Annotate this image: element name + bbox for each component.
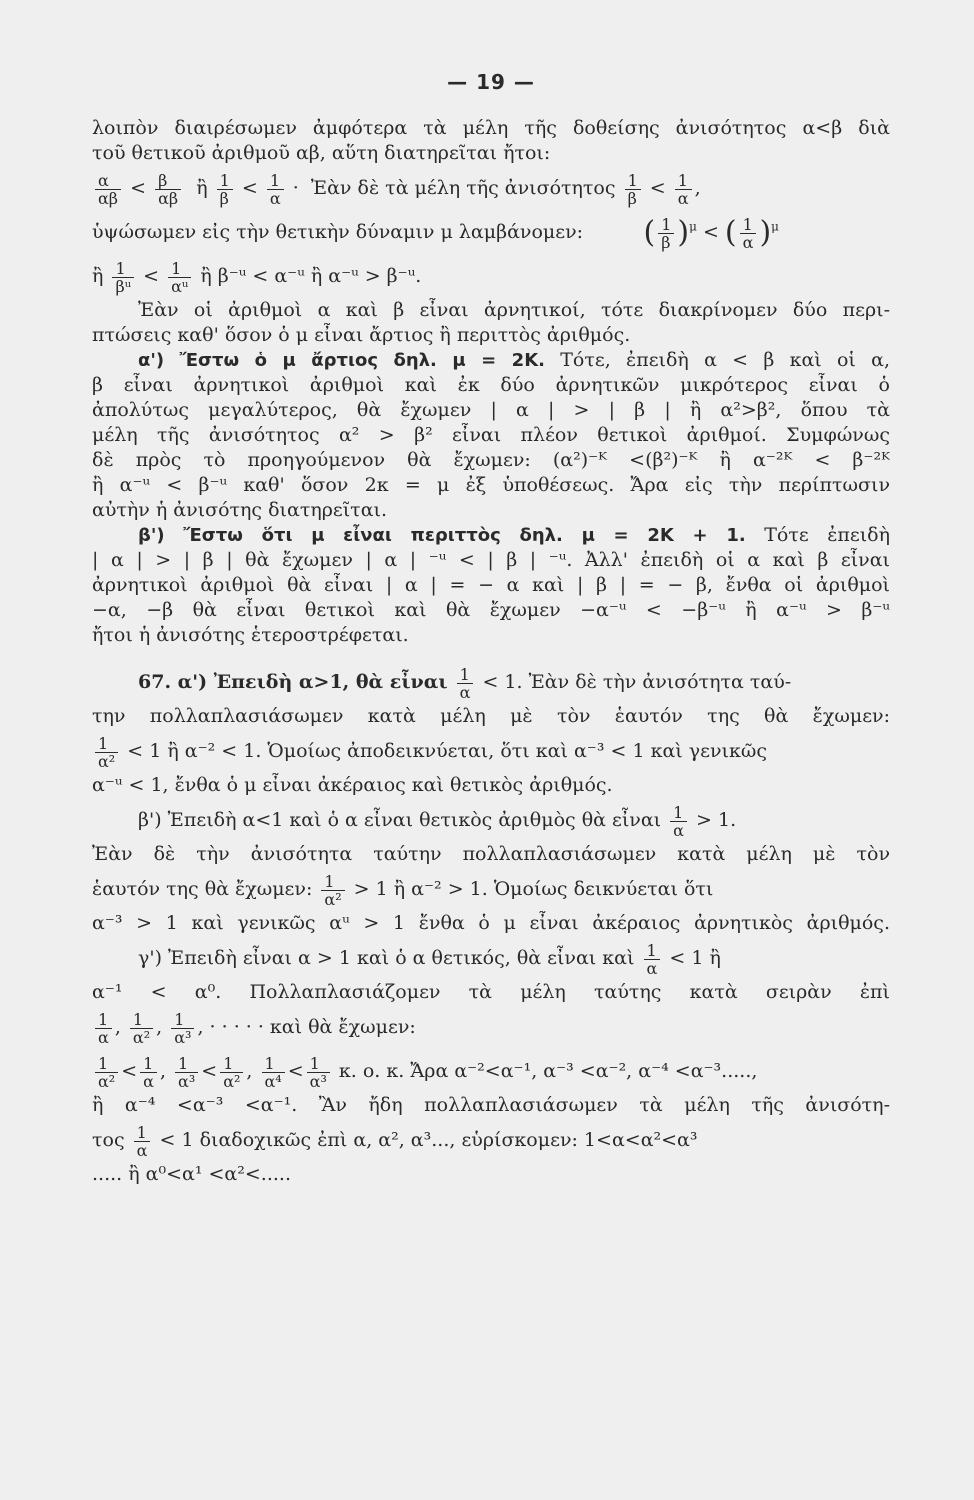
- formula-line: [92, 936, 890, 980]
- text-segment: · · · · · καὶ θὰ ἔχωμεν:: [209, 1016, 416, 1038]
- formula-line: $\frac{1}{\text{α²}}$ < $\frac{1}{\alpha}$ , $\frac{1}{\text{α³}}$ < $\frac{1}{\text{α²}}$ , $\frac{1}{\text{α⁴}}$ < $\frac{1}{\text{α³}}$ κ. ο. κ. Ἄρα α⁻²<α⁻¹, α⁻³ <α⁻², α⁻⁴ <α⁻³.....,: [92, 1049, 890, 1093]
- formula-line: $\frac{1}{\alpha}$ , $\frac{1}{\text{α²}}$ , $\frac{1}{\text{α³}}$ , · · · · · καὶ θὰ ἔχωμεν:: [92, 1005, 890, 1049]
- formula-line: [92, 1118, 890, 1162]
- text-line: μέλη τῆς ἀνισότητος α² > β² εἶναι πλέον θετικοὶ ἀριθμοί. Συμφώνως: [92, 424, 890, 446]
- text-segment: < 1. Ἐὰν δὲ τὴν ἀνισότητα ταύ-: [482, 671, 792, 693]
- fraction: $\frac{1}{\alpha}$: [670, 804, 687, 839]
- text-line: την πολλαπλασιάσωμεν κατὰ μέλη μὲ τὸν ἑαυτόν της θὰ ἔχωμεν:: [92, 705, 890, 727]
- exercise-heading: 67. α') Ἐπειδὴ α>1, θὰ εἶναι: [138, 671, 448, 693]
- text-line: β εἶναι ἀρνητικοὶ ἀριθμοὶ καὶ ἐκ δύο ἀρνητικῶν μικρότερος εἶναι ὁ: [92, 374, 890, 396]
- fraction: $\frac{1}{\text{α³}}$: [171, 1011, 194, 1046]
- formula-line: [92, 798, 890, 842]
- fraction: $\frac{1}{\alpha}$: [140, 1055, 157, 1090]
- fraction: $\frac{1}{\text{α⁴}}$: [262, 1055, 285, 1090]
- formula-line: ἢ $\frac{1}{\text{βᵘ}}$ < $\frac{1}{\text{αᵘ}}$ ἢ β⁻ᵘ < α⁻ᵘ ἢ α⁻ᵘ > β⁻ᵘ.: [92, 258, 422, 296]
- fraction: $\frac{1}{\alpha}$: [740, 216, 757, 251]
- fraction: $\frac{\alpha}{\alpha\beta}$: [95, 172, 121, 207]
- text-segment: ὑψώσωμεν εἰς τὴν θετικὴν δύναμιν μ λαμβάνομεν:: [92, 221, 584, 243]
- formula-line: [92, 660, 890, 704]
- formula-line: $\frac{\alpha}{\alpha\beta}$ < $\frac{\beta}{\alpha\beta}$ ἢ $\frac{1}{\beta}$ < $\frac{1}{\alpha}$ · Ἐὰν δὲ τὰ μέλη τῆς ἀνισότητος $\frac{1}{\beta}$ < $\frac{1}{\alpha}$ ,: [92, 166, 890, 210]
- fraction: $\frac{1}{\text{α²}}$: [95, 735, 118, 770]
- fraction: $\frac{1}{\text{α³}}$: [307, 1055, 330, 1090]
- fraction: $\frac{\beta}{\alpha\beta}$: [155, 172, 181, 207]
- fraction: $\frac{1}{\alpha}$: [267, 172, 284, 207]
- text-segment: > 1.: [696, 809, 737, 831]
- text-segment: τος: [92, 1129, 125, 1151]
- text-line: Ἐὰν δὲ τὴν ἀνισότητα ταύτην πολλαπλασιάσωμεν κατὰ μέλη μὲ τὸν: [92, 843, 890, 865]
- page-number: — 19 —: [447, 70, 535, 94]
- text-line: Ἐὰν οἱ ἀριθμοὶ α καὶ β εἶναι ἀρνητικοί, τότε διακρίνομεν δύο περι-: [138, 299, 890, 321]
- text-segment: ἑαυτόν της θὰ ἔχωμεν:: [92, 878, 313, 900]
- text-line: δὲ πρὸς τὸ προηγούμενον θὰ ἔχωμεν: (α²)⁻ᴷ <(β²)⁻ᴷ ἢ α⁻²ᴷ < β⁻²ᴷ: [92, 449, 890, 471]
- text-line: τοῦ θετικοῦ ἀριθμοῦ αβ, αὕτη διατηρεῖται ἤτοι:: [92, 142, 551, 164]
- text-line: αὐτὴν ἡ ἀνισότης διατηρεῖται.: [92, 499, 388, 521]
- text-line: ἀρνητικοὶ ἀριθμοὶ θὰ εἶναι | α | = − α καὶ | β | = − β, ἔνθα οἱ ἀριθμοὶ: [92, 574, 890, 596]
- text-segment: > 1 ἢ α⁻² > 1. Ὁμοίως δεικνύεται ὅτι: [353, 878, 714, 900]
- text-line: | α | > | β | θὰ ἔχωμεν | α | ⁻ᵘ < | β | ⁻ᵘ. Ἀλλ' ἐπειδὴ οἱ α καὶ β εἶναι: [92, 549, 890, 571]
- text-line: λοιπὸν διαιρέσωμεν ἀμφότερα τὰ μέλη τῆς δοθείσης ἀνισότητος α<β διὰ: [92, 117, 890, 139]
- formula-line: ὑψώσωμεν εἰς τὴν θετικὴν δύναμιν μ λαμβάνομεν: ( $\frac{1}{\beta}$ )$^\mu$ < ( $\frac{1}{\alpha}$ )$^\mu$: [92, 214, 779, 252]
- text-segment: κ. ο. κ. Ἄρα α⁻²<α⁻¹, α⁻³ <α⁻², α⁻⁴ <α⁻³.....,: [338, 1060, 758, 1082]
- text-line: α⁻³ > 1 καὶ γενικῶς αᵘ > 1 ἔνθα ὁ μ εἶναι ἀκέραιος ἀρνητικὸς ἀριθμός.: [92, 912, 890, 934]
- fraction: $\frac{1}{\beta}$: [625, 172, 641, 207]
- fraction: $\frac{1}{\beta}$: [658, 216, 674, 251]
- text-segment: γ') Ἐπειδὴ εἶναι α > 1 καὶ ὁ α θετικός, θὰ εἶναι καὶ: [138, 947, 635, 969]
- text-line: ἢ α⁻⁴ <α⁻³ <α⁻¹. Ἂν ἤδη πολλαπλασιάσωμεν τὰ μέλη τῆς ἀνισότη-: [92, 1094, 890, 1116]
- text-segment: ἢ β⁻ᵘ < α⁻ᵘ ἢ α⁻ᵘ > β⁻ᵘ.: [200, 265, 422, 287]
- case-heading: β') Ἔστω ὅτι μ εἶναι περιττὸς δηλ. μ = 2Κ + 1.: [138, 525, 746, 546]
- text-line: [92, 523, 890, 548]
- fraction: $\frac{1}{\text{α²}}$: [321, 873, 344, 908]
- fraction: $\frac{1}{\text{α²}}$: [220, 1055, 243, 1090]
- text-segment: Τότε ἐπειδὴ: [764, 524, 890, 546]
- fraction: $\frac{1}{\alpha}$: [644, 942, 661, 977]
- fraction: $\frac{1}{\text{α³}}$: [175, 1055, 198, 1090]
- fraction: $\frac{1}{\text{α²}}$: [130, 1011, 153, 1046]
- text-line: α⁻¹ < α⁰. Πολλαπλασιάζομεν τὰ μέλη ταύτης κατὰ σειρὰν ἐπὶ: [92, 981, 890, 1003]
- text-line: ἤτοι ἡ ἀνισότης ἑτεροστρέφεται.: [92, 624, 409, 646]
- fraction: $\frac{1}{\alpha}$: [675, 172, 692, 207]
- text-segment: < 1 ἢ: [669, 947, 721, 969]
- fraction: $\frac{1}{\text{βᵘ}}$: [112, 260, 134, 295]
- fraction: $\frac{1}{\alpha}$: [134, 1124, 151, 1159]
- text-segment: < 1 διαδοχικῶς ἐπὶ α, α², α³..., εὑρίσκομεν: 1<α<α²<α³: [159, 1129, 698, 1151]
- text-line: −α, −β θὰ εἶναι θετικοὶ καὶ θὰ ἔχωμεν −α⁻ᵘ < −β⁻ᵘ ἢ α⁻ᵘ > β⁻ᵘ: [92, 599, 890, 621]
- text-line: ἢ α⁻ᵘ < β⁻ᵘ καθ' ὅσον 2κ = μ ἐξ ὑποθέσεως. Ἄρα εἰς τὴν περίπτωσιν: [92, 474, 890, 496]
- fraction: $\frac{1}{\alpha}$: [95, 1011, 112, 1046]
- text-line: ἀπολύτως μεγαλύτερος, θὰ ἔχωμεν | α | > | β | ἢ α²>β², ὅπου τὰ: [92, 399, 890, 421]
- text-segment: Ἐὰν δὲ τὰ μέλη τῆς ἀνισότητος: [310, 177, 616, 199]
- text-line: ..... ἢ α⁰<α¹ <α²<.....: [92, 1163, 291, 1185]
- text-segment: < 1 ἢ α⁻² < 1. Ὁμοίως ἀποδεικνύεται, ὅτι καὶ α⁻³ < 1 καὶ γενικῶς: [127, 740, 767, 762]
- case-heading: α') Ἔστω ὁ μ ἄρτιος δηλ. μ = 2Κ.: [138, 350, 545, 371]
- text-line: [92, 348, 890, 373]
- formula-line: [92, 729, 890, 773]
- text-segment: Τότε, ἐπειδὴ α < β καὶ οἱ α,: [560, 349, 890, 371]
- text-line: α⁻ᵘ < 1, ἔνθα ὁ μ εἶναι ἀκέραιος καὶ θετικὸς ἀριθμός.: [92, 774, 613, 796]
- fraction: $\frac{1}{\beta}$: [217, 172, 233, 207]
- text-line: πτώσεις καθ' ὅσον ὁ μ εἶναι ἄρτιος ἢ περιττὸς ἀριθμός.: [92, 324, 631, 346]
- fraction: $\frac{1}{\alpha}$: [457, 666, 474, 701]
- formula-line: [92, 867, 890, 911]
- text-segment: β') Ἐπειδὴ α<1 καὶ ὁ α εἶναι θετικὸς ἀριθμὸς θὰ εἶναι: [138, 809, 662, 831]
- fraction: $\frac{1}{\text{α²}}$: [95, 1055, 118, 1090]
- fraction: $\frac{1}{\text{αᵘ}}$: [168, 260, 191, 295]
